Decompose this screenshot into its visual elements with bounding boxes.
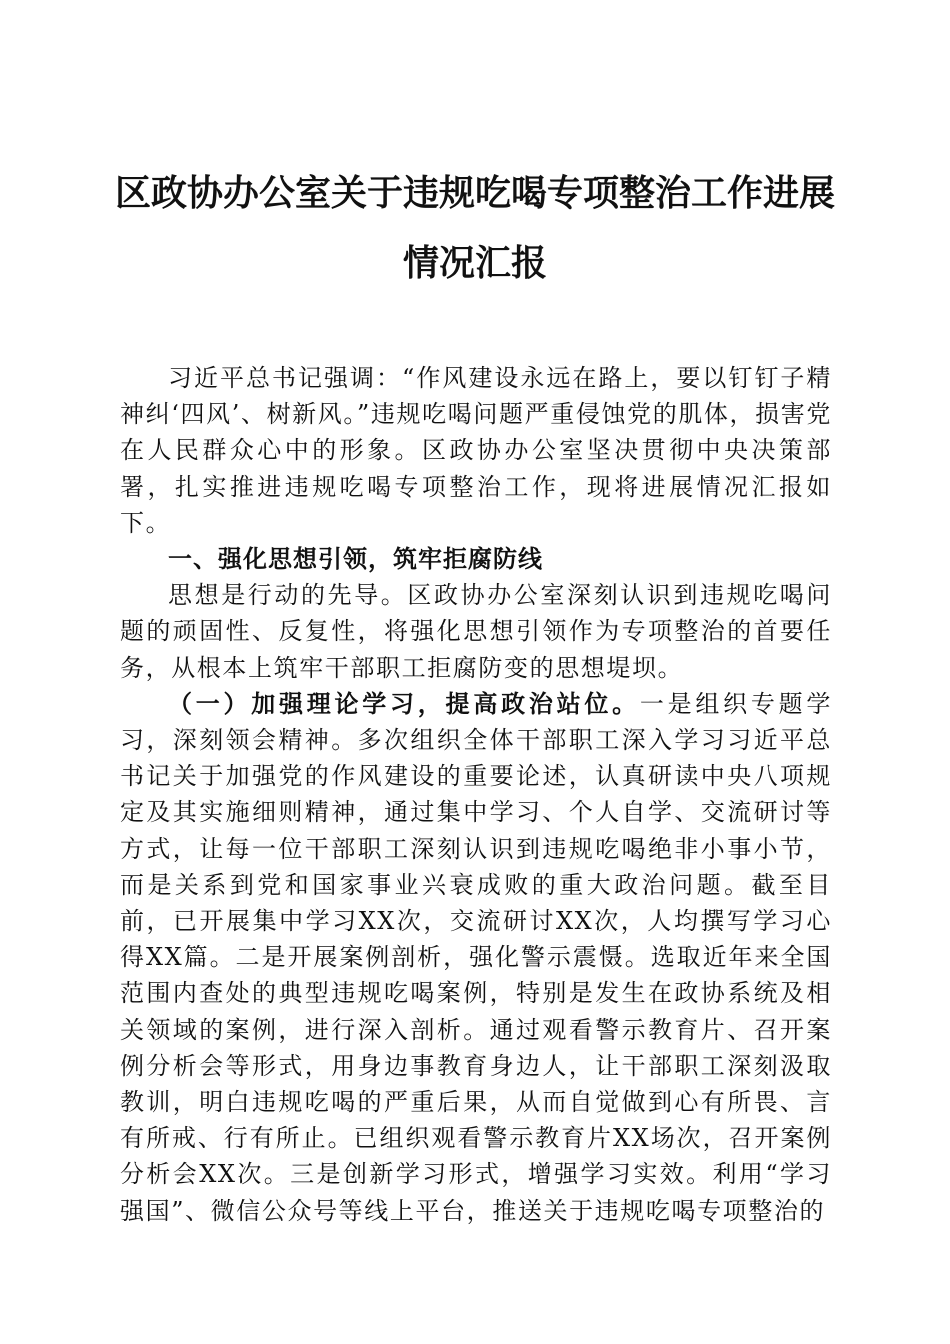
subsection-heading-1: （一）加强理论学习，提高政治站位。: [168, 688, 640, 718]
subsection-paragraph-1: [120, 686, 832, 1229]
document-title-line-2: 情况汇报: [402, 243, 547, 284]
section-paragraph-1: 思想是行动的先导。区政协办公室深刻认识到违规吃喝问题的顽固性、反复性，将强化思想引领作为专项整治的首要任务，从根本上筑牢干部职工拒腐防变的思想堤坝。: [120, 581, 832, 682]
intro-paragraph: 习近平总书记强调：“作风建设永远在路上，要以钉钉子精神纠‘四风’、树新风。”违规吃喝问题严重侵蚀党的肌体，损害党在人民群众心中的形象。区政协办公室坚决贯彻中央决策部署，扎实推进违规吃喝专项整治工作，现将进展情况汇报如下。: [120, 364, 832, 537]
document-title-line-1: 区政协办公室关于违规吃喝专项整治工作进展: [114, 173, 835, 214]
section-heading-1: 一、强化思想引领，筑牢拒腐防线: [168, 545, 543, 574]
subsection-text-1: 一是组织专题学习，深刻领会精神。多次组织全体干部职工深入学习习近平总书记关于加强党的作风建设的重要论述，认真研读中央八项规定及其实施细则精神，通过集中学习、个人自学、交流研讨等方式，让每一位干部职工深刻认识到违规吃喝绝非小事小节，而是关系到党和国家事业兴衰成败的重大政治问题。截至目前，已开展集中学习XX次，交流研讨XX次，人均撰写学习心得XX篇。二是开展案例剖析，强化警示震慑。选取近年来全国范围内查处的典型违规吃喝案例，特别是发生在政协系统及相关领域的案例，进行深入剖析。通过观看警示教育片、召开案例分析会等形式，用身边事教育身边人，让干部职工深刻汲取教训，明白违规吃喝的严重后果，从而自觉做到心有所畏、言有所戒、行有所止。已组织观看警示教育片XX场次，召开案例分析会XX次。三是创新学习形式，增强学习实效。利用“学习强国”、微信公众号等线上平台，推送关于违规吃喝专项整治的: [120, 689, 832, 1225]
document-body: [120, 360, 832, 1229]
